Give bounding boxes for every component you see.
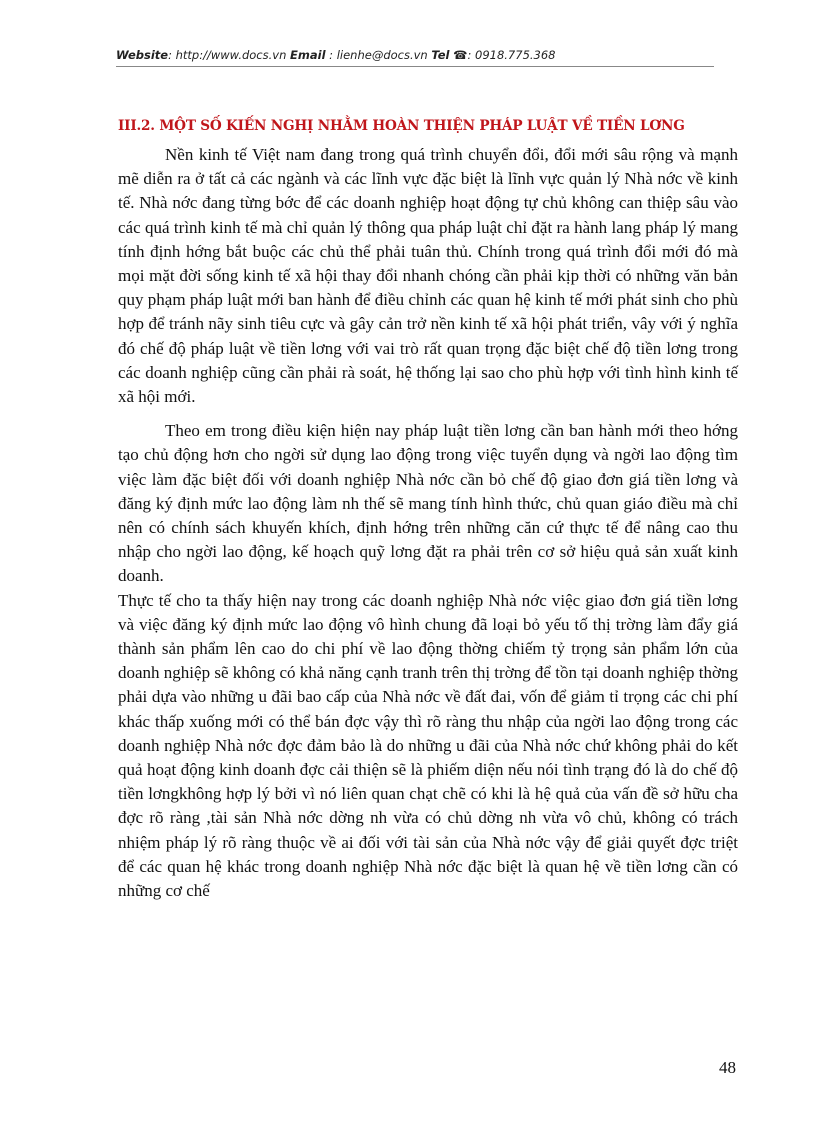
phone-icon: ☎ [453,48,468,62]
website-value: : http://www.docs.vn [168,48,287,62]
page-header [116,48,714,62]
body-text [118,143,738,903]
paragraph-2: Theo em trong điều kiện hiện nay pháp luật tiền lơng cần ban hành mới theo hớng tạo chủ động hơn cho ngời sử dụng lao động trong việc tuyển dụng và ngời lao động tìm việc làm đặc biệt đối với doanh nghiệp Nhà nớc cần bỏ chế độ giao đơn giá tiền lơng và đăng ký định mức lao động làm nh thế sẽ mang tính hình thức, chủ quan giáo điều mà chỉ nên có chính sách khuyến khích, định hớng trên những căn cứ thực tế để nâng cao thu nhập cho ngời lao động, kế hoạch quỹ lơng đặt ra phải trên cơ sở hiệu quả sản xuất kinh doanh. [118,421,738,586]
paragraph-1: Nền kinh tế Việt nam đang trong quá trình chuyển đổi, đổi mới sâu rộng và mạnh mẽ diễn ra ở tất cả các ngành và các lĩnh vực đặc biệt là lĩnh vực quản lý Nhà nớc về kinh tế. Nhà nớc đang từng bớc để các doanh nghiệp hoạt động tự chủ không can thiệp sâu vào các quá trình kinh tế mà chỉ quản lý thông qua pháp luật chỉ đặt ra hành lang pháp lý mang tính định hớng bắt buộc các chủ thể phải tuân thủ. Chính trong quá trình đổi mới đó mà mọi mặt đời sống kinh tế xã hội thay đổi nhanh chóng cần phải kịp thời có những văn bản quy phạm pháp luật mới ban hành để điều chỉnh các quan hệ kinh tế mới phát sinh cho phù hợp để tránh nãy sinh tiêu cực và gây cản trở nền kinh tế xã hội phát triển, vây với ý nghĩa đó chế độ pháp luật về tiền lơng với vai trò rất quan trọng đặc biệt chế độ tiền lơng trong các doanh nghiệp cũng cần phải rà soát, hệ thống lại sao cho phù hợp với tình hình kinh tế xã hội mới. [118,145,738,407]
tel-label: Tel [431,48,450,62]
header-divider [116,66,714,67]
page-number: 48 [719,1058,736,1077]
paragraph-3: Thực tế cho ta thấy hiện nay trong các doanh nghiệp Nhà nớc việc giao đơn giá tiền lơng và việc đăng ký định mức lao động vô hình chung đã loại bỏ yếu tố thị trờng làm đẩy giá thành sản phẩm lên cao do chi phí về lao động thờng chiếm tỷ trọng sản phẩm lớn của doanh nghiệp sẽ không có khả năng cạnh tranh trên thị trờng để tồn tại doanh nghiệp thờng phải dựa vào những u đãi bao cấp của Nhà nớc về đất đai, vốn để giảm tỉ trọng các chi phí khác thấp xuống mới có thể bán đợc vậy thì rõ ràng thu nhập của ngời lao động trong các doanh nghiệp Nhà nớc đợc đảm bảo là do những u đãi của Nhà nớc chứ không phải do kết quả hoạt động kinh doanh đợc cải thiện sẽ là phiếm diện nếu nói tình trạng đó là do chế độ tiền lơngkhông hợp lý bởi vì nó liên quan chạt chẽ có khi là hệ quả của vấn đề sở hữu cha đợc rõ ràng ,tài sản Nhà nớc dờng nh vừa có chủ dờng nh vừa vô chủ, không có trách nhiệm pháp lý rõ ràng thuộc về ai đối với tài sản của Nhà nớc vậy để giải quyết đợc triệt để các quan hệ khác trong doanh nghiệp Nhà nớc đặc biệt là quan hệ về tiền lơng cần có những cơ chế [118,590,738,901]
section-heading: III.2. MỘT SỐ KIẾN NGHỊ NHẰM HOÀN THIỆN PHÁP LUẬT VỀ TIỀN LƠNG [118,118,685,134]
tel-value: : 0918.775.368 [467,48,556,62]
email-value: : lienhe@docs.vn [329,48,428,62]
email-label: Email [290,48,326,62]
website-label: Website [116,48,169,62]
